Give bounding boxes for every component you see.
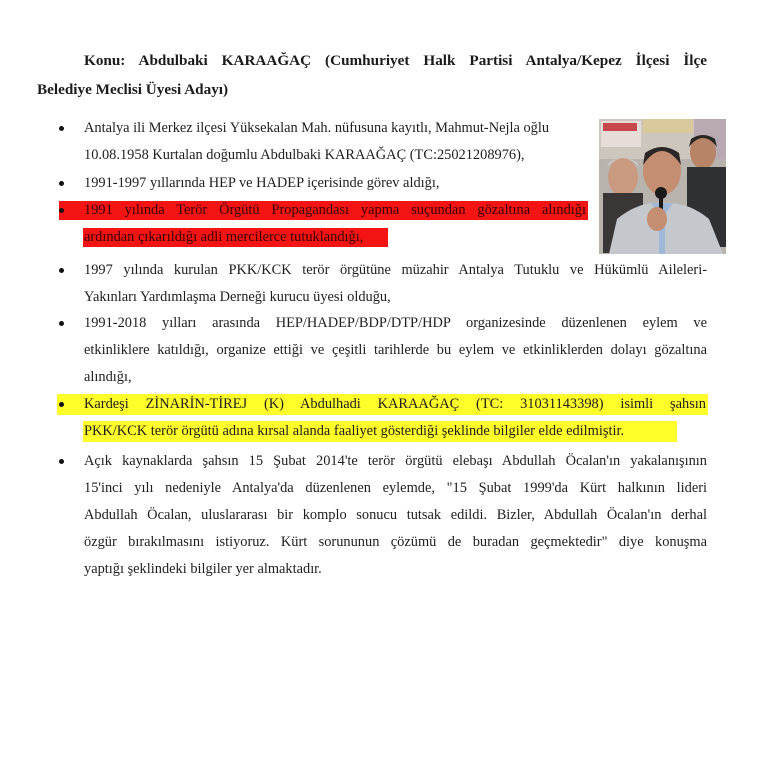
list-item-text: PKK/KCK terör örgütü adına kırsal alanda faaliyet gösterdiği şeklinde bilgiler elde edilmiştir. <box>84 423 625 439</box>
list-item-text: alındığı, <box>84 369 132 385</box>
person-photo <box>599 119 726 254</box>
subject-line-2: Belediye Meclisi Üyesi Adayı) <box>37 81 229 98</box>
list-item-text: yaptığı şeklindeki bilgiler yer almaktadır. <box>84 561 322 577</box>
list-item-text: Antalya ili Merkez ilçesi Yüksekalan Mah. nüfusuna kayıtlı, Mahmut-Nejla oğlu <box>84 120 550 136</box>
list-item-text: 1997 yılında kurulan PKK/KCK terör örgütüne müzahir Antalya Tutuklu ve Hükümlü Aileleri- <box>84 262 707 278</box>
person-photo-image <box>599 119 726 254</box>
list-item-text: 1991 yılında Terör Örgütü Propagandası yapma suçundan gözaltına alındığı <box>84 202 586 218</box>
list-item-text: Açık kaynaklarda şahsın 15 Şubat 2014'te terör örgütü elebaşı Abdullah Öcalan'ın yakalanışının <box>84 453 707 469</box>
list-item-text: Yakınları Yardımlaşma Derneği kurucu üyesi olduğu, <box>84 289 391 305</box>
list-item-text: 10.08.1958 Kurtalan doğumlu Abdulbaki KARAAĞAÇ (TC:25021208976), <box>84 147 525 163</box>
list-item-text: 1991-1997 yıllarında HEP ve HADEP içerisinde görev aldığı, <box>84 175 440 191</box>
subject-line-1: Konu: Abdulbaki KARAAĞAÇ (Cumhuriyet Halk Partisi Antalya/Kepez İlçesi İlçe <box>84 52 707 69</box>
list-item-text: Abdullah Öcalan, uluslararası bir komplo sonucu tutsak edildi. Bizler, Abdullah Öcalan'ın derhal <box>84 507 707 523</box>
subject-heading <box>37 46 707 104</box>
list-item-text: 15'inci yılı nedeniyle Antalya'da düzenlenen eylemde, "15 Şubat 1999'da Kürt halkının lideri <box>84 480 707 496</box>
list-item-text: etkinliklere katıldığı, organize ettiği ve çeşitli tarihlerde bu eylem ve etkinliklerden dolayı gözaltına <box>84 342 707 358</box>
list-item-text: özgür bırakılmasını istiyoruz. Kürt sorununun çözümü de buradan geçmektedir" diye konuşma <box>84 534 707 550</box>
list-item-text: Kardeşi ZİNARİN-TİREJ (K) Abdulhadi KARAAĞAÇ (TC: 31031143398) isimli şahsın <box>84 396 706 412</box>
list-item-text: ardından çıkarıldığı adli mercilerce tutuklandığı, <box>84 229 364 245</box>
list-item-text: 1991-2018 yılları arasında HEP/HADEP/BDP/DTP/HDP organizesinde düzenlenen eylem ve <box>84 315 707 331</box>
